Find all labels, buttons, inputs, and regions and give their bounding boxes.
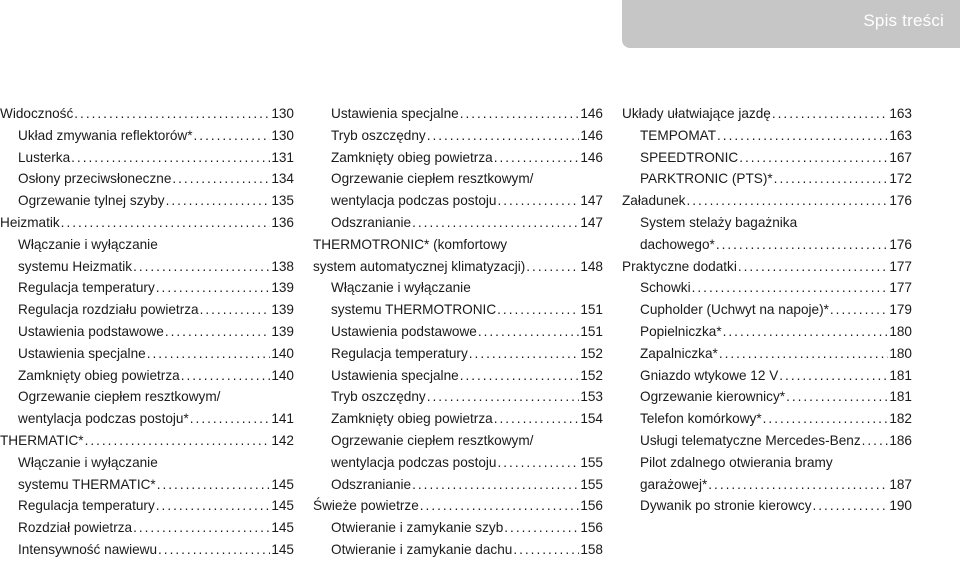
dot-leader — [469, 343, 580, 365]
toc-entry[interactable] — [622, 256, 912, 278]
toc-entry-label: Zamknięty obieg powietrza — [331, 411, 493, 427]
toc-entry[interactable] — [313, 321, 603, 343]
toc-entry-page-number: 142 — [271, 432, 294, 448]
toc-entry-label: Lusterka — [18, 149, 71, 165]
dot-leader — [763, 408, 889, 430]
dot-leader — [692, 277, 889, 299]
toc-entry[interactable] — [0, 343, 294, 365]
toc-entry-label: Heizmatik — [0, 214, 60, 230]
dot-leader — [494, 147, 580, 169]
toc-entry-label: Układy ułatwiające jazdę — [622, 106, 771, 121]
toc-entry-label: Włączanie i wyłączanie — [18, 236, 158, 252]
dot-leader — [862, 430, 889, 452]
dot-leader — [786, 386, 888, 408]
toc-entry[interactable] — [313, 517, 603, 539]
toc-entry-label: Osłony przeciwsłoneczne — [18, 171, 172, 187]
toc-entry[interactable] — [622, 386, 912, 408]
dot-leader — [165, 321, 270, 343]
toc-entry-page-number: 130 — [271, 127, 294, 143]
dot-leader — [497, 299, 579, 321]
toc-entry-label: Schowki — [640, 280, 691, 296]
toc-entry-label: Regulacja temperatury — [331, 345, 468, 361]
dot-leader — [717, 125, 888, 147]
toc-entry[interactable] — [313, 299, 603, 321]
toc-entry[interactable] — [0, 386, 294, 408]
toc-entry[interactable] — [313, 256, 603, 278]
dot-leader — [427, 386, 580, 408]
toc-entry-label: Ustawienia specjalne — [331, 106, 459, 121]
toc-entry-label: Intensywność nawiewu — [18, 541, 158, 557]
dot-leader — [686, 190, 888, 212]
toc-entry-label: wentylacja podczas postoju* — [18, 411, 189, 427]
toc-entry-page-number: 139 — [271, 280, 294, 296]
toc-entry[interactable] — [0, 147, 294, 169]
toc-entry-page-number: 145 — [271, 498, 294, 514]
toc-entry[interactable] — [313, 125, 603, 147]
toc-entry-label: Zapalniczka* — [640, 345, 718, 361]
toc-entry-label: Cupholder (Uchwyt na napoje)* — [640, 302, 829, 318]
toc-entry-label: dachowego* — [640, 236, 715, 252]
toc-entry[interactable] — [622, 452, 912, 474]
toc-entry-page-number: 146 — [580, 127, 603, 143]
toc-entry[interactable] — [313, 408, 603, 430]
toc-column-1 — [0, 103, 294, 561]
dot-leader — [157, 474, 271, 496]
toc-entry[interactable] — [622, 168, 912, 190]
toc-entry-label: Praktyczne dodatki — [622, 258, 737, 274]
toc-entry[interactable] — [0, 256, 294, 278]
toc-entry[interactable] — [313, 430, 603, 452]
toc-entry-page-number: 130 — [271, 106, 294, 121]
toc-entry-page-number: 136 — [271, 214, 294, 230]
toc-entry[interactable] — [0, 234, 294, 256]
dot-leader — [420, 495, 580, 517]
dot-leader — [412, 474, 579, 496]
toc-entry-label: Ustawienia podstawowe — [18, 323, 164, 339]
toc-entry-label: Tryb oszczędny — [331, 127, 426, 143]
toc-entry[interactable] — [622, 212, 912, 234]
toc-entry[interactable] — [622, 103, 912, 125]
dot-leader — [133, 517, 270, 539]
toc-entry-page-number: 190 — [889, 498, 912, 514]
dot-leader — [71, 147, 270, 169]
dot-leader — [133, 256, 270, 278]
toc-entry-label: systemu THERMATIC* — [18, 476, 156, 492]
toc-entry-page-number: 131 — [271, 149, 294, 165]
toc-entry-label: Otwieranie i zamykanie dachu — [331, 541, 513, 557]
toc-entry[interactable] — [313, 452, 603, 474]
toc-entry[interactable] — [622, 495, 912, 517]
toc-entry-label: Odszranianie — [331, 214, 412, 230]
toc-entry-label: Tryb oszczędny — [331, 389, 426, 405]
toc-entry-page-number: 176 — [889, 236, 912, 252]
toc-entry[interactable] — [313, 365, 603, 387]
toc-entry[interactable] — [313, 277, 603, 299]
toc-entry[interactable] — [0, 321, 294, 343]
dot-leader — [190, 408, 271, 430]
toc-entry-label: Ustawienia specjalne — [18, 345, 146, 361]
toc-entry-page-number: 152 — [580, 367, 603, 383]
dot-leader — [156, 277, 271, 299]
toc-entry-page-number: 140 — [271, 367, 294, 383]
toc-entry-page-number: 167 — [889, 149, 912, 165]
section-header-tab — [622, 0, 960, 48]
toc-entry-label: Telefon komórkowy* — [640, 411, 762, 427]
dot-leader — [738, 256, 888, 278]
toc-entry[interactable] — [622, 430, 912, 452]
toc-entry[interactable] — [313, 190, 603, 212]
toc-entry-label: THERMOTRONIC* (komfortowy — [313, 236, 508, 252]
toc-entry-label: Ogrzewanie ciepłem resztkowym/ — [331, 171, 534, 187]
toc-entry-label: Ogrzewanie ciepłem resztkowym/ — [18, 389, 221, 405]
toc-entry-page-number: 176 — [889, 193, 912, 209]
toc-entry[interactable] — [0, 125, 294, 147]
toc-entry-label: PARKTRONIC (PTS)* — [640, 171, 773, 187]
toc-entry-label: systemu THERMOTRONIC — [331, 302, 497, 318]
dot-leader — [813, 495, 889, 517]
toc-entry-label: system automatycznej klimatyzacji) — [313, 258, 526, 274]
toc-entry-label: Gniazdo wtykowe 12 V — [640, 367, 779, 383]
toc-entry[interactable] — [622, 147, 912, 169]
dot-leader — [774, 168, 889, 190]
dot-leader — [427, 125, 580, 147]
toc-entry-label: Ogrzewanie kierownicy* — [640, 389, 786, 405]
toc-entry[interactable] — [313, 234, 603, 256]
toc-entry[interactable] — [0, 430, 294, 452]
dot-leader — [830, 299, 888, 321]
dot-leader — [739, 147, 888, 169]
dot-leader — [172, 168, 270, 190]
toc-entry-label: Ogrzewanie tylnej szyby — [18, 193, 165, 209]
toc-entry-page-number: 145 — [271, 541, 294, 557]
toc-entry[interactable] — [622, 234, 912, 256]
toc-entry-label: Widoczność — [0, 106, 74, 121]
toc-entry-label: Usługi telematyczne Mercedes-Benz — [640, 432, 861, 448]
toc-entry[interactable] — [0, 212, 294, 234]
toc-entry-page-number: 155 — [580, 476, 603, 492]
toc-entry-page-number: 186 — [889, 432, 912, 448]
dot-leader — [194, 125, 271, 147]
toc-entry[interactable] — [313, 147, 603, 169]
toc-column-2 — [313, 103, 603, 561]
toc-entry-label: Otwieranie i zamykanie szyb — [331, 520, 504, 536]
toc-entry-label: Regulacja rozdziału powietrza — [18, 302, 199, 318]
toc-entry[interactable] — [0, 452, 294, 474]
toc-entry-label: Odszranianie — [331, 476, 412, 492]
dot-leader — [716, 234, 888, 256]
toc-entry[interactable] — [313, 103, 603, 125]
toc-entry-page-number: 156 — [580, 498, 603, 514]
toc-entry-page-number: 163 — [889, 106, 912, 121]
toc-entry-label: Regulacja temperatury — [18, 498, 155, 514]
toc-entry[interactable] — [622, 190, 912, 212]
dot-leader — [181, 365, 271, 387]
toc-entry-label: Popielniczka* — [640, 323, 722, 339]
toc-entry-page-number: 139 — [271, 302, 294, 318]
toc-entry-label: Ustawienia podstawowe — [331, 323, 477, 339]
dot-leader — [460, 103, 580, 125]
dot-leader — [498, 452, 580, 474]
toc-entry[interactable] — [622, 125, 912, 147]
toc-entry-page-number: 141 — [271, 411, 294, 427]
dot-leader — [478, 321, 579, 343]
toc-entry-page-number: 135 — [271, 193, 294, 209]
toc-entry[interactable] — [0, 277, 294, 299]
toc-entry[interactable] — [0, 190, 294, 212]
toc-entry-page-number: 138 — [271, 258, 294, 274]
toc-entry-label: systemu Heizmatik — [18, 258, 133, 274]
toc-entry-page-number: 179 — [889, 302, 912, 318]
toc-entry[interactable] — [0, 495, 294, 517]
toc-entry[interactable] — [622, 321, 912, 343]
toc-entry-page-number: 146 — [580, 149, 603, 165]
toc-entry-page-number: 147 — [580, 214, 603, 230]
toc-entry[interactable] — [0, 168, 294, 190]
toc-entry-label: Włączanie i wyłączanie — [331, 280, 471, 296]
toc-entry-label: Rozdział powietrza — [18, 520, 133, 536]
toc-entry-label: Ustawienia specjalne — [331, 367, 459, 383]
toc-entry-page-number: 140 — [271, 345, 294, 361]
toc-entry-page-number: 155 — [580, 454, 603, 470]
toc-entry[interactable] — [313, 495, 603, 517]
toc-entry-label: TEMPOMAT — [640, 127, 717, 143]
toc-entry-page-number: 145 — [271, 520, 294, 536]
toc-entry[interactable] — [0, 103, 294, 125]
dot-leader — [779, 365, 888, 387]
toc-entry[interactable] — [622, 343, 912, 365]
dot-leader — [412, 212, 579, 234]
toc-entry-label: wentylacja podczas postoju — [331, 193, 497, 209]
toc-entry[interactable] — [622, 365, 912, 387]
dot-leader — [85, 430, 271, 452]
toc-entry[interactable] — [622, 277, 912, 299]
toc-entry-label: Zamknięty obieg powietrza — [331, 149, 493, 165]
dot-leader — [156, 495, 271, 517]
toc-entry[interactable] — [0, 539, 294, 561]
dot-leader — [494, 408, 580, 430]
dot-leader — [147, 343, 271, 365]
toc-entry-page-number: 180 — [889, 323, 912, 339]
toc-entry-label: Zamknięty obieg powietrza — [18, 367, 180, 383]
toc-entry-page-number: 154 — [580, 411, 603, 427]
dot-leader — [158, 539, 270, 561]
dot-leader — [74, 103, 270, 125]
toc-entry-page-number: 151 — [580, 323, 603, 339]
toc-entry-page-number: 181 — [889, 389, 912, 405]
toc-entry-page-number: 152 — [580, 345, 603, 361]
toc-entry-label: Świeże powietrze — [313, 498, 419, 514]
toc-entry[interactable] — [0, 408, 294, 430]
toc-entry-label: THERMATIC* — [0, 432, 84, 448]
dot-leader — [526, 256, 579, 278]
toc-entry-page-number: 177 — [889, 258, 912, 274]
toc-entry[interactable] — [313, 212, 603, 234]
toc-entry-page-number: 181 — [889, 367, 912, 383]
toc-entry[interactable] — [313, 168, 603, 190]
toc-entry-page-number: 182 — [889, 411, 912, 427]
toc-entry-page-number: 134 — [271, 171, 294, 187]
toc-entry-label: Włączanie i wyłączanie — [18, 454, 158, 470]
toc-entry-page-number: 156 — [580, 520, 603, 536]
toc-entry[interactable] — [622, 474, 912, 496]
toc-entry[interactable] — [0, 474, 294, 496]
toc-entry-page-number: 151 — [580, 302, 603, 318]
toc-entry[interactable] — [313, 343, 603, 365]
toc-entry-page-number: 146 — [580, 106, 603, 121]
toc-entry-label: wentylacja podczas postoju — [331, 454, 497, 470]
dot-leader — [166, 190, 271, 212]
toc-entry-page-number: 180 — [889, 345, 912, 361]
toc-entry[interactable] — [0, 365, 294, 387]
dot-leader — [200, 299, 271, 321]
toc-entry[interactable] — [313, 386, 603, 408]
dot-leader — [504, 517, 579, 539]
dot-leader — [61, 212, 271, 234]
toc-entry-page-number: 177 — [889, 280, 912, 296]
toc-entry-page-number: 145 — [271, 476, 294, 492]
dot-leader — [723, 321, 889, 343]
toc-entry-page-number: 148 — [580, 258, 603, 274]
toc-entry[interactable] — [313, 539, 603, 561]
toc-entry-page-number: 158 — [580, 541, 603, 557]
dot-leader — [498, 190, 580, 212]
dot-leader — [513, 539, 579, 561]
toc-entry-page-number: 187 — [889, 476, 912, 492]
toc-entry-label: Ogrzewanie ciepłem resztkowym/ — [331, 432, 534, 448]
section-title: Spis treści — [863, 11, 944, 30]
toc-entry-page-number: 147 — [580, 193, 603, 209]
toc-entry[interactable] — [0, 299, 294, 321]
toc-entry-page-number: 163 — [889, 127, 912, 143]
toc-entry-label: SPEEDTRONIC — [640, 149, 739, 165]
toc-entry-label: Pilot zdalnego otwierania bramy — [640, 454, 833, 470]
toc-entry[interactable] — [313, 474, 603, 496]
toc-entry-label: System stelaży bagażnika — [640, 214, 798, 230]
toc-entry-label: Dywanik po stronie kierowcy — [640, 498, 812, 514]
toc-column-3 — [622, 103, 912, 517]
toc-entry-label: Załadunek — [622, 193, 686, 209]
toc-entry-page-number: 172 — [889, 171, 912, 187]
toc-entry-label: Układ zmywania reflektorów* — [18, 127, 193, 143]
dot-leader — [460, 365, 580, 387]
toc-entry[interactable] — [622, 299, 912, 321]
dot-leader — [708, 474, 888, 496]
dot-leader — [719, 343, 888, 365]
toc-entry-label: garażowej* — [640, 476, 708, 492]
toc-entry[interactable] — [622, 408, 912, 430]
dot-leader — [772, 103, 888, 125]
toc-entry-label: Regulacja temperatury — [18, 280, 155, 296]
toc-entry-page-number: 153 — [580, 389, 603, 405]
toc-entry[interactable] — [0, 517, 294, 539]
toc-entry-page-number: 139 — [271, 323, 294, 339]
